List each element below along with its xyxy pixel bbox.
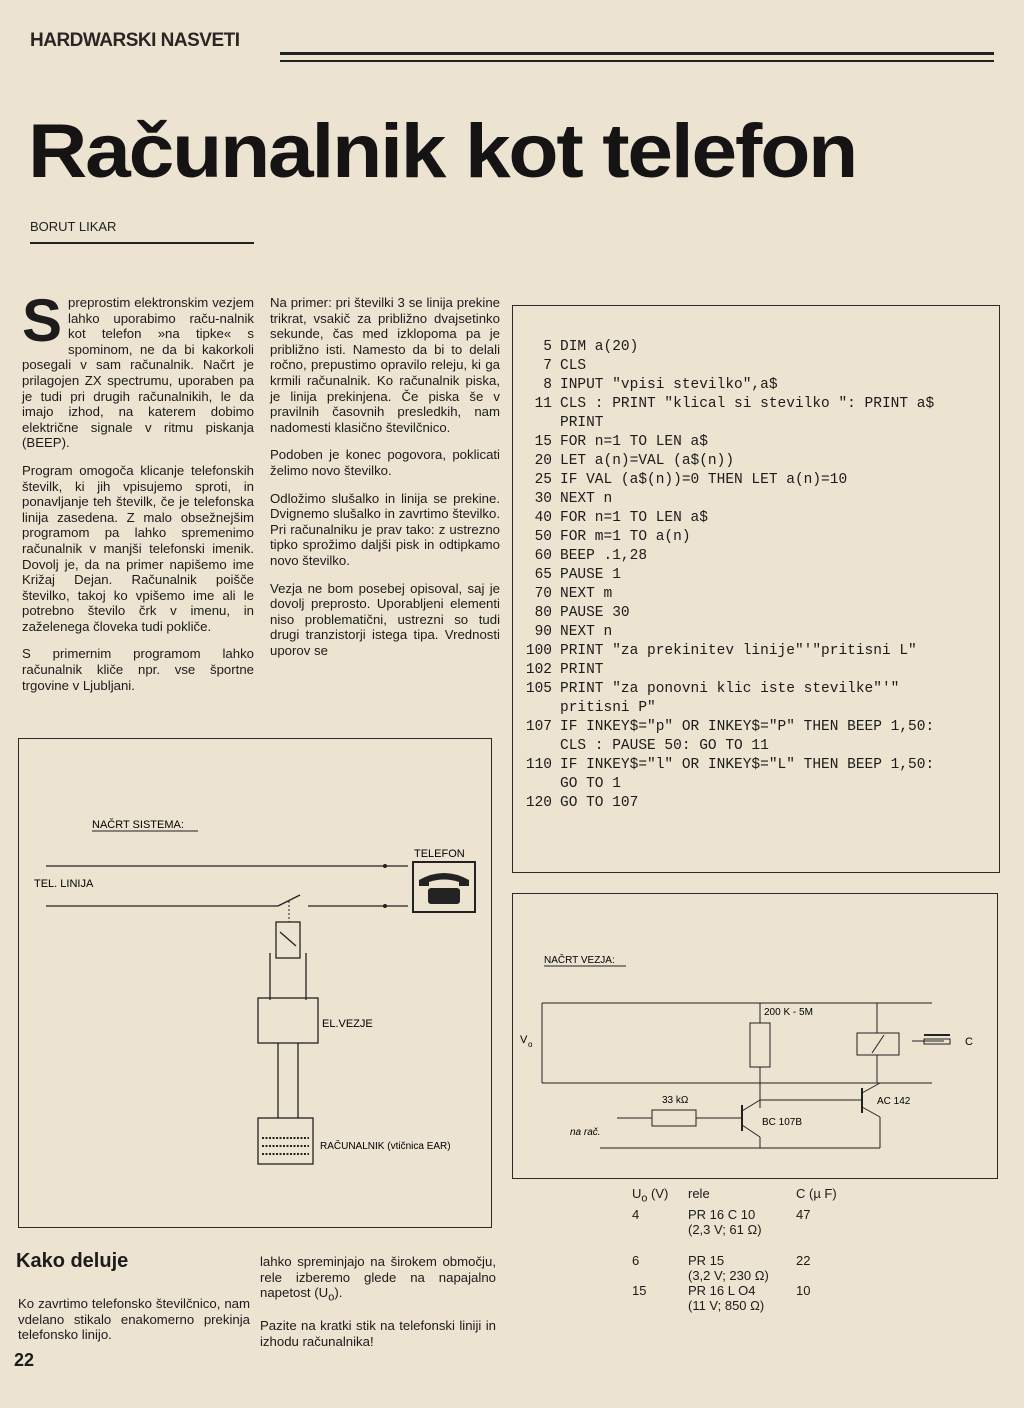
telephone-icon: [413, 862, 475, 912]
resistor-icon: [652, 1110, 696, 1126]
header-c: C (µ F): [796, 1186, 837, 1201]
line-code: PRINT "za prekinitev linije"'"pritisni L": [560, 643, 917, 659]
line-number: 102: [525, 662, 552, 678]
paragraph-text: preprostim elektronskim vezjem lahko uporabimo raču-nalnik kot telefon »na tipke« s spominom, ne da bi kakorkoli posegali v sam računalnik. Načrt je prilagojen ZX spectrumu, uporaben pa je tudi pri drugih računalnikih, le da imajo izhod, na katerem dobimo električne signale v ritmu piskanja (BEEP).: [22, 295, 254, 451]
code-line: [520, 376, 934, 395]
cell-u: 4: [632, 1206, 640, 1222]
cell-c: 22: [796, 1252, 811, 1268]
page-number: 22: [14, 1350, 35, 1370]
cell-c: 47: [796, 1206, 811, 1222]
line-number: 30: [534, 491, 552, 507]
code-line: [520, 547, 934, 566]
header-rule: [280, 52, 994, 55]
line-code: FOR n=1 TO LEN a$: [560, 510, 708, 526]
code-line: [520, 395, 934, 414]
circuit-block: [258, 998, 318, 1043]
header-u: U: [632, 1186, 642, 1201]
cell-rele: PR 16 L O4: [688, 1282, 756, 1298]
line-number: 60: [534, 548, 552, 564]
paragraph: Na primer: pri številki 3 se linija prekine trikrat, vsakič za približno dvajsetinko sekunde, čas med izklopoma pa je približno isti. Namesto da bi to delali ročno, prepustimo opravilo releju, ki ga krmili računalnik. Ko računalnik piska, je linija prekinjena. Če piska še v pravilnih časovnih presledkih, nam nadomesti klasično številčnico.: [270, 295, 500, 435]
line-code: INPUT "vpisi stevilko",a$: [560, 377, 778, 393]
supply-sub: o: [528, 1040, 533, 1049]
line-number: 65: [534, 567, 552, 583]
subscript: o: [328, 1291, 335, 1304]
code-line: [520, 718, 934, 737]
paragraph: Podoben je konec pogovora, poklicati želimo novo številko.: [270, 447, 500, 478]
variable-resistor-label: 200 K - 5M: [764, 1007, 813, 1018]
paragraph: S primernim programom lahko računalnik kliče npr. vse športne trgovine v Ljubljani.: [22, 646, 254, 693]
computer-icon: [258, 1118, 313, 1164]
input-label: na rač.: [570, 1127, 601, 1138]
paragraph: Pazite na kratki stik na telefonski liniji in izhodu računalnika!: [260, 1318, 496, 1350]
code-line: [520, 433, 934, 452]
capacitor-label: C: [965, 1036, 973, 1048]
line-number: 25: [534, 472, 552, 488]
system-diagram: [18, 738, 492, 1228]
header-v: (V): [651, 1186, 669, 1201]
line-code: IF INKEY$="l" OR INKEY$="L" THEN BEEP 1,50:: [560, 757, 935, 773]
line-number: 120: [525, 795, 552, 811]
line-number: 70: [534, 586, 552, 602]
line-code: IF VAL (a$(n))=0 THEN LET a(n)=10: [560, 472, 848, 488]
line-number: 80: [534, 605, 552, 621]
line-code: PRINT "za ponovni klic iste stevilke"'": [560, 681, 900, 697]
line-code: IF INKEY$="p" OR INKEY$="P" THEN BEEP 1,50:: [560, 719, 935, 735]
line-number: 50: [534, 529, 552, 545]
line-number: 15: [534, 434, 552, 450]
line-code: PRINT: [560, 662, 604, 678]
line-code: pritisni P": [560, 700, 656, 716]
line-number: 20: [534, 453, 552, 469]
line-code: CLS : PAUSE 50: GO TO 11: [560, 738, 769, 754]
paragraph: [260, 1254, 496, 1306]
phone-label: TELEFON: [414, 848, 465, 860]
line-number: 100: [525, 643, 552, 659]
author-byline: BORUT LIKAR: [30, 219, 117, 234]
supply-label: V: [520, 1034, 528, 1046]
line-code: DIM a(20): [560, 339, 639, 355]
line-number: 5: [543, 339, 552, 355]
cell-u: 15: [632, 1282, 647, 1298]
paragraph: Program omogoča klicanje telefonskih številk, ki jih vpisujemo sproti, in ponavljanje teh številk, če je telefonska linija zasedena. Z malo obsežnejšim programom pa lahko spremenimo računalnik v manjši telefonski imenik. Dovolj je, da na primer napišemo ime Križaj Dejan. Računalnik poišče številko, takoj ko vpišemo ime ali le potrebno število črk v imenu, in zaželenega človeka tudi pokliče.: [22, 462, 254, 634]
line-number: 11: [534, 396, 552, 412]
cell-spec: (11 V; 850 Ω): [688, 1297, 765, 1313]
code-line: [520, 699, 934, 718]
code-line: [520, 566, 934, 585]
transistor2-label: AC 142: [877, 1096, 911, 1107]
line-code: CLS: [560, 358, 587, 374]
paragraph-text: lahko spreminjajo na širokem območju, rele izberemo glede na napajalno napetost (U: [260, 1254, 496, 1301]
paragraph: [22, 287, 254, 451]
code-line: [520, 775, 934, 794]
column-bottom-2: [260, 1254, 496, 1362]
section-header: HARDWARSKI NASVETI: [30, 30, 240, 51]
paragraph: Vezja ne bom posebej opisoval, saj je dovolj preprosto. Uporabljeni elementi niso problematični, ustrezni so tudi drugi tranzistorji istega tipa. Vrednosti uporov se: [270, 580, 500, 658]
circuit-title: NAČRT VEZJA:: [544, 955, 615, 966]
table-row: [632, 1253, 852, 1283]
paragraph-text: ).: [334, 1285, 343, 1301]
variable-resistor-icon: [750, 1023, 770, 1067]
header-rele: rele: [688, 1186, 710, 1201]
table-row: [632, 1283, 852, 1313]
line-code: PRINT: [560, 415, 604, 431]
line-number: 105: [525, 681, 552, 697]
line-code: PAUSE 30: [560, 605, 630, 621]
line-code: PAUSE 1: [560, 567, 621, 583]
header-u-sub: o: [641, 1192, 648, 1205]
values-table: [632, 1186, 852, 1313]
cell-rele: PR 15: [688, 1252, 725, 1268]
code-line: [520, 737, 934, 756]
system-title: NAČRT SISTEMA:: [92, 819, 184, 831]
line-code: GO TO 1: [560, 776, 621, 792]
column-2: [270, 295, 500, 670]
code-line: [520, 680, 934, 699]
code-line: [520, 528, 934, 547]
paragraph: Ko zavrtimo telefonsko številčnico, nam vdelano stikalo enakomerno prekinja telefonsko linijo.: [18, 1296, 250, 1343]
paragraph: Odložimo slušalko in linija se prekine. Dvignemo slušalko in zavrtimo številko. Pri računalniku je prav tako: z ustrezno tipko sprožimo daljši pisk in odtipkamo novo številko.: [270, 490, 500, 568]
line-code: NEXT n: [560, 491, 613, 507]
code-line: [520, 490, 934, 509]
resistor-label: 33 kΩ: [662, 1095, 689, 1106]
line-code: GO TO 107: [560, 795, 639, 811]
code-line: [520, 338, 934, 357]
table-row: [632, 1207, 852, 1237]
line-number: 110: [525, 757, 552, 773]
transistor1-label: BC 107B: [762, 1117, 803, 1128]
kako-column: [18, 1296, 250, 1355]
line-label: TEL. LINIJA: [34, 878, 94, 890]
basic-listing: [520, 338, 934, 813]
circuit-label: EL.VEZJE: [322, 1018, 373, 1030]
code-line: [520, 357, 934, 376]
code-line: [520, 585, 934, 604]
article-headline: Računalnik kot telefon: [28, 109, 857, 194]
line-number: 7: [543, 358, 552, 374]
code-line: [520, 604, 934, 623]
line-code: LET a(n)=VAL (a$(n)): [560, 453, 735, 469]
relay-icon: [276, 922, 300, 958]
line-number: 90: [534, 624, 552, 640]
code-line: [520, 414, 934, 433]
line-code: BEEP .1,28: [560, 548, 648, 564]
computer-label: RAČUNALNIK (vtičnica EAR): [320, 1141, 451, 1152]
column-1: [22, 287, 254, 705]
code-line: [520, 794, 934, 813]
cell-spec: (2,3 V; 61 Ω): [688, 1221, 762, 1237]
line-code: NEXT m: [560, 586, 613, 602]
line-code: FOR n=1 TO LEN a$: [560, 434, 708, 450]
table-header: [632, 1186, 852, 1207]
code-line: [520, 756, 934, 775]
code-line: [520, 642, 934, 661]
line-number: 40: [534, 510, 552, 526]
header-rule-thin: [280, 60, 994, 62]
cell-rele: PR 16 C 10: [688, 1206, 756, 1222]
code-line: [520, 452, 934, 471]
circuit-diagram: [512, 893, 998, 1179]
line-code: FOR m=1 TO a(n): [560, 529, 691, 545]
byline-rule: [30, 242, 254, 244]
code-line: [520, 623, 934, 642]
code-line: [520, 471, 934, 490]
line-code: CLS : PRINT "klical si stevilko ": PRINT a$: [560, 396, 935, 412]
code-line: [520, 509, 934, 528]
code-line: [520, 661, 934, 680]
line-number: 107: [525, 719, 552, 735]
line-code: NEXT n: [560, 624, 613, 640]
line-number: 8: [543, 377, 552, 393]
subheading-kako-deluje: Kako deluje: [16, 1250, 129, 1272]
drop-cap: S: [22, 287, 63, 354]
cell-spec: (3,2 V; 230 Ω): [688, 1267, 769, 1283]
cell-c: 10: [796, 1282, 811, 1298]
cell-u: 6: [632, 1252, 640, 1268]
